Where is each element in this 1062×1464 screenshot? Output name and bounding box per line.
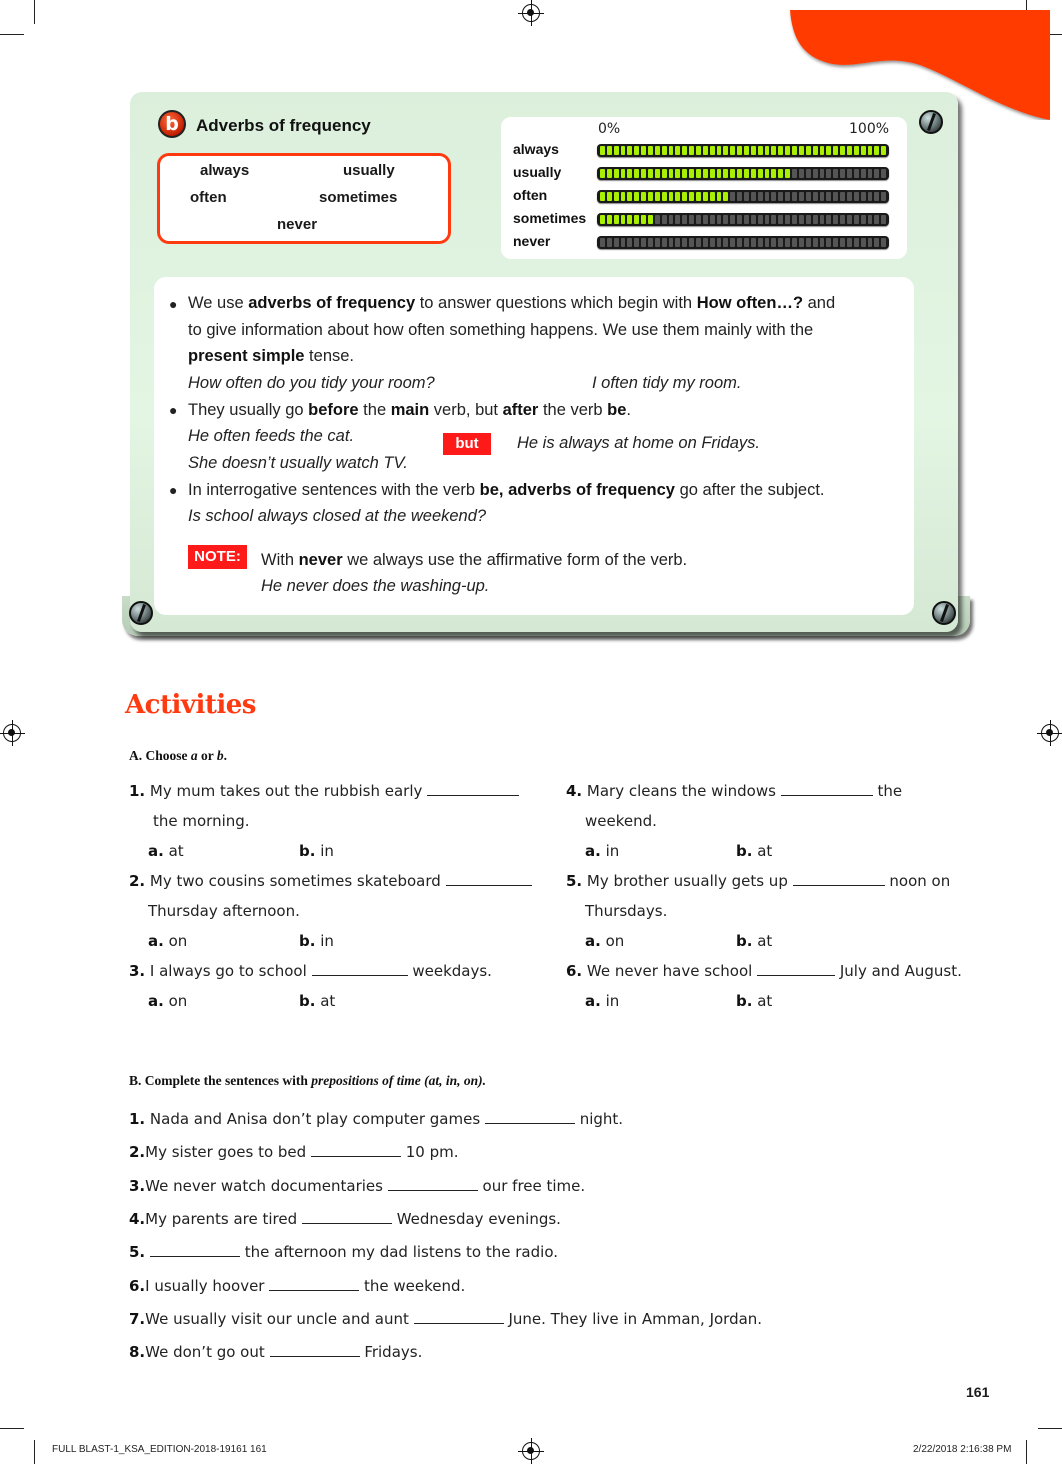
- screw-icon: [129, 601, 153, 625]
- frequency-bar-sometimes: [597, 213, 889, 226]
- answer-blank[interactable]: [446, 874, 532, 886]
- footer-timestamp: 2/22/2018 2:16:38 PM: [913, 1444, 1012, 1455]
- section-a-heading: A. Choose a or b.: [129, 748, 228, 763]
- rule-2-example-3: He is always at home on Fridays.: [517, 434, 761, 452]
- question-a-2: 2. My two cousins sometimes skateboard: [129, 872, 532, 890]
- note-tag: NOTE:: [188, 545, 247, 569]
- question-b-8: 8.We don’t go out Fridays.: [129, 1343, 423, 1362]
- answer-blank[interactable]: [312, 964, 408, 976]
- option-a[interactable]: a. at: [148, 842, 184, 860]
- word-usually: usually: [343, 162, 395, 179]
- crop-mark: [0, 34, 24, 35]
- grammar-title: Adverbs of frequency: [196, 116, 371, 135]
- answer-blank[interactable]: [485, 1112, 575, 1124]
- answer-blank[interactable]: [414, 1312, 504, 1324]
- question-a-continuation: Thursday afternoon.: [148, 902, 300, 920]
- frequency-bar-always: [597, 144, 889, 157]
- option-b[interactable]: b. in: [299, 842, 334, 860]
- adverb-word-box: [157, 153, 451, 244]
- registration-mark-icon: [3, 724, 21, 742]
- answer-blank[interactable]: [150, 1245, 240, 1257]
- section-b-heading: B. Complete the sentences with prepositions of time (at, in, on).: [129, 1073, 486, 1088]
- bullet: ●: [169, 296, 178, 312]
- rule-2-line-1: They usually go before the main verb, but after the verb be.: [188, 401, 632, 419]
- bullet: ●: [169, 402, 178, 418]
- footer-file-info: FULL BLAST-1_KSA_EDITION-2018-19161 161: [52, 1444, 267, 1455]
- option-a[interactable]: a. on: [148, 932, 188, 950]
- chart-row-label: sometimes: [513, 210, 587, 226]
- option-a[interactable]: a. on: [585, 932, 625, 950]
- registration-mark-icon: [522, 4, 540, 22]
- registration-mark-icon: [1041, 724, 1059, 742]
- answer-blank[interactable]: [269, 1279, 359, 1291]
- chart-row-label: always: [513, 141, 559, 157]
- question-a-continuation: weekend.: [585, 812, 657, 830]
- bullet: ●: [169, 482, 178, 498]
- frequency-chart: [501, 117, 907, 259]
- note-example: He never does the washing-up.: [261, 577, 490, 595]
- rule-3-example: Is school always closed at the weekend?: [188, 507, 487, 525]
- crop-mark: [34, 1440, 35, 1464]
- question-b-3: 3.We never watch documentaries our free time.: [129, 1176, 586, 1195]
- option-a[interactable]: a. in: [585, 992, 620, 1010]
- rule-3-line-1: In interrogative sentences with the verb be, adverbs of frequency go after the subject.: [188, 481, 825, 499]
- activities-title: Activities: [125, 690, 256, 720]
- rule-2-example-2: She doesn’t usually watch TV.: [188, 454, 408, 472]
- question-b-2: 2.My sister goes to bed 10 pm.: [129, 1143, 459, 1162]
- chart-row-label: often: [513, 187, 548, 203]
- crop-mark: [34, 0, 35, 24]
- frequency-bar-often: [597, 190, 889, 203]
- crop-mark: [0, 1428, 24, 1429]
- chart-row-label: never: [513, 233, 551, 249]
- question-a-3: 3. I always go to school weekdays.: [129, 962, 492, 980]
- option-b[interactable]: b. at: [736, 992, 773, 1010]
- screw-icon: [932, 601, 956, 625]
- rule-1-line-1: We use adverbs of frequency to answer questions which begin with How often…? and: [188, 294, 836, 312]
- rule-1-line-2: to give information about how often something happens. We use them mainly with the: [188, 321, 814, 339]
- question-b-1: 1. Nada and Anisa don’t play computer games night.: [129, 1110, 624, 1128]
- answer-blank[interactable]: [311, 1145, 401, 1157]
- axis-max-label: 100%: [849, 121, 890, 137]
- option-b[interactable]: b. in: [299, 932, 334, 950]
- question-b-4: 4.My parents are tired Wednesday evenings.: [129, 1209, 561, 1228]
- question-b-5: 5. the afternoon my dad listens to the radio.: [129, 1243, 558, 1262]
- frequency-bar-usually: [597, 167, 889, 180]
- registration-mark-icon: [522, 1442, 540, 1460]
- word-always: always: [200, 162, 250, 179]
- question-a-6: 6. We never have school July and August.: [566, 962, 962, 980]
- section-b-badge: b: [158, 110, 186, 138]
- question-b-7: 7.We usually visit our uncle and aunt June. They live in Amman, Jordan.: [129, 1309, 763, 1328]
- crop-mark: [1038, 1428, 1062, 1429]
- word-sometimes: sometimes: [319, 189, 398, 206]
- question-a-continuation: the morning.: [153, 812, 250, 830]
- answer-blank[interactable]: [270, 1345, 360, 1357]
- option-a[interactable]: a. on: [148, 992, 188, 1010]
- note-text: With never we always use the affirmative form of the verb.: [261, 551, 688, 569]
- word-never: never: [277, 216, 318, 233]
- answer-blank[interactable]: [781, 784, 873, 796]
- answer-blank[interactable]: [388, 1179, 478, 1191]
- rule-1-example-2: I often tidy my room.: [592, 374, 742, 392]
- answer-blank[interactable]: [302, 1212, 392, 1224]
- screw-icon: [919, 110, 943, 134]
- rule-1-line-3: present simple tense.: [188, 347, 355, 365]
- question-b-6: 6.I usually hoover the weekend.: [129, 1276, 466, 1295]
- option-b[interactable]: b. at: [736, 842, 773, 860]
- grammar-rules: [154, 277, 914, 615]
- rule-2-example-1: He often feeds the cat.: [188, 427, 355, 445]
- answer-blank[interactable]: [793, 874, 885, 886]
- chart-row-label: usually: [513, 164, 562, 180]
- word-often: often: [190, 189, 227, 206]
- axis-min-label: 0%: [598, 121, 621, 137]
- question-a-1: 1. My mum takes out the rubbish early: [129, 782, 519, 800]
- question-a-continuation: Thursdays.: [585, 902, 668, 920]
- option-a[interactable]: a. in: [585, 842, 620, 860]
- but-tag: but: [443, 433, 491, 455]
- question-a-5: 5. My brother usually gets up noon on: [566, 872, 951, 890]
- crop-mark: [1026, 1440, 1027, 1464]
- option-b[interactable]: b. at: [736, 932, 773, 950]
- answer-blank[interactable]: [757, 964, 835, 976]
- page-number: 161: [966, 1384, 990, 1400]
- question-a-4: 4. Mary cleans the windows the: [566, 782, 903, 800]
- frequency-bar-never: [597, 236, 889, 249]
- option-b[interactable]: b. at: [299, 992, 336, 1010]
- answer-blank[interactable]: [427, 784, 519, 796]
- rule-1-example-1: How often do you tidy your room?: [188, 374, 435, 392]
